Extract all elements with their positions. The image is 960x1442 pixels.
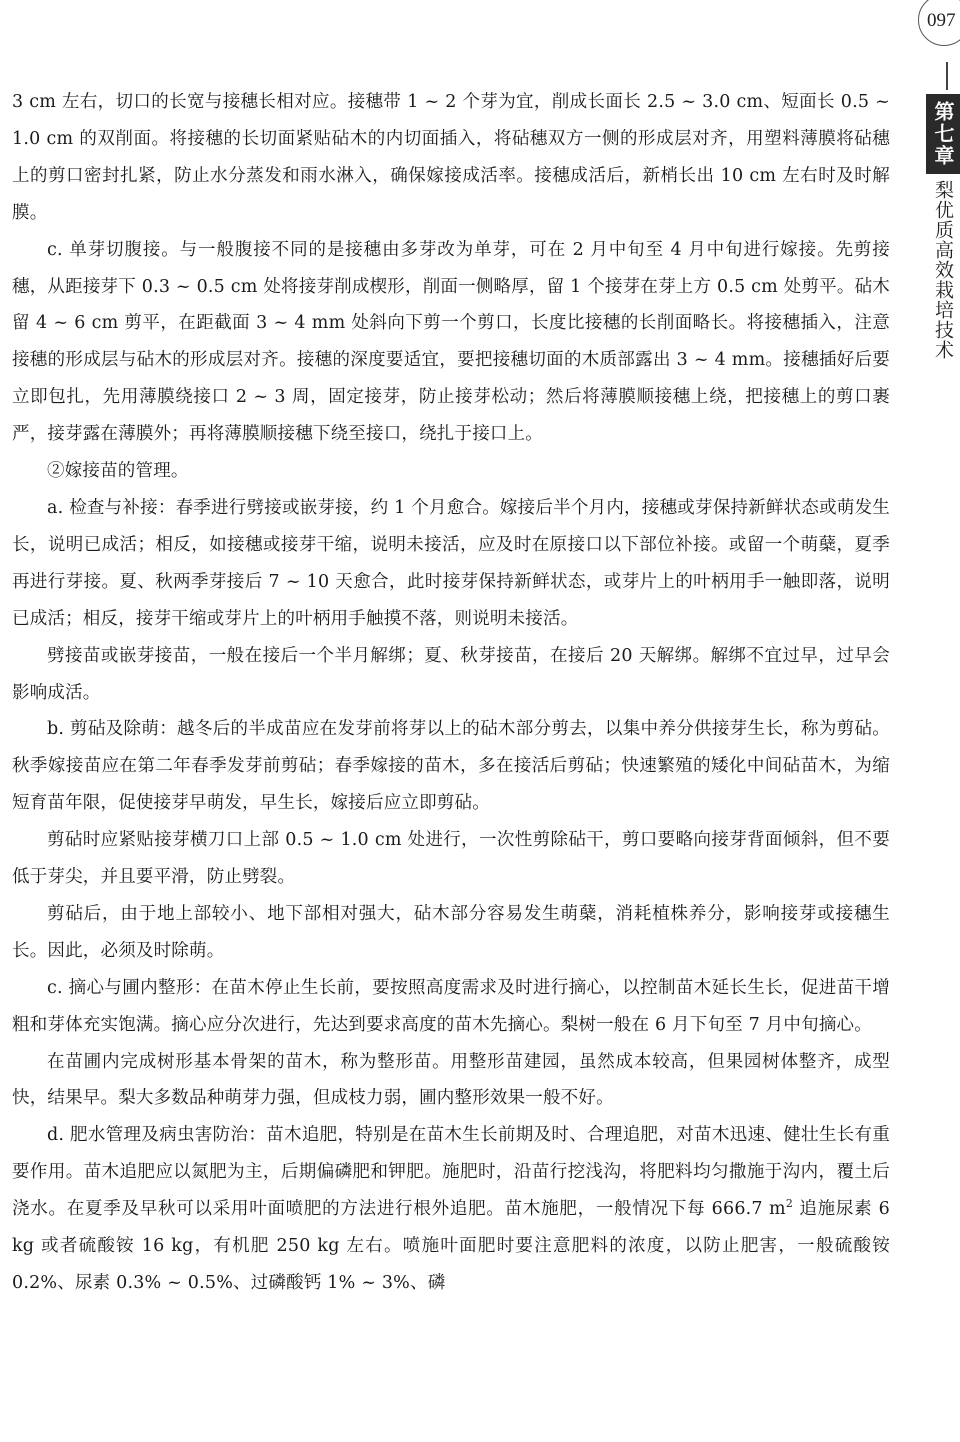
paragraph: 在苗圃内完成树形基本骨架的苗木，称为整形苗。用整形苗建园，虽然成本较高，但果园树体整齐，成型快，结果早。梨大多数品种萌芽力强，但成枝力弱，圃内整形效果一般不好。 [12,1051,890,1109]
paragraph-text: 追施尿素 6 kg 或者硫酸铵 16 kg，有机肥 250 kg 左右。喷施叶面肥时要注意肥料的浓度，以防止肥害，一般硫酸铵 0.2%、尿素 0.3% ~ 0.5%、过磷酸钙 1% ~ 3%、磷 [12,1199,890,1293]
page-number: 097 [927,10,956,31]
superscript: 2 [785,1197,794,1211]
chapter-title: 梨优质高效栽培技术 [932,180,954,360]
paragraph-last [12,1117,890,1302]
paragraph: c. 单芽切腹接。与一般腹接不同的是接穗由多芽改为单芽，可在 2 月中旬至 4 月中旬进行嫁接。先剪接穗，从距接芽下 0.3 ~ 0.5 cm 处将接芽削成楔形，削面一侧略厚，留 1 个接芽在芽上方 0.5 cm 处剪平。砧木留 4 ~ 6 cm 剪平，在距截面 3 ~ 4 mm 处斜向下剪一个剪口，长度比接穗的长削面略长。将接穗插入，注意接穗的形成层与砧木的形成层对齐。接穗的深度要适宜，要把接穗切面的木质部露出 3 ~ 4 mm。接穗插好后要立即包扎，先用薄膜绕接口 2 ~ 3 周，固定接芽，防止接芽松动；然后将薄膜顺接穗上绕，把接穗上的剪口裹严，接芽露在薄膜外；再将薄膜顺接穗下绕至接口，绕扎于接口上。 [12,239,890,445]
paragraph: c. 摘心与圃内整形：在苗木停止生长前，要按照高度需求及时进行摘心，以控制苗木延长生长，促进苗干增粗和芽体充实饱满。摘心应分次进行，先达到要求高度的苗木先摘心。梨树一般在 6 月下旬至 7 月中旬摘心。 [12,977,890,1035]
paragraph-text: d. 肥水管理及病虫害防治：苗木追肥，特别是在苗木生长前期及时、合理追肥，对苗木迅速、健壮生长有重要作用。苗木追肥应以氮肥为主，后期偏磷肥和钾肥。施肥时，沿苗行挖浅沟，将肥料均匀撒施于沟内，覆土后浇水。在夏季及早秋可以采用叶面喷肥的方法进行根外追肥。苗木施肥，一般情况下每 666.7 m [12,1125,890,1220]
paragraph: a. 检查与补接：春季进行劈接或嵌芽接，约 1 个月愈合。嫁接后半个月内，接穗或芽保持新鲜状态或萌发生长，说明已成活；相反，如接穗或接芽干缩，说明未接活，应及时在原接口以下部位补接。或留一个萌蘖，夏季再进行芽接。夏、秋两季芽接后 7 ~ 10 天愈合，此时接芽保持新鲜状态，或芽片上的叶柄用手一触即落，说明已成活；相反，接芽干缩或芽片上的叶柄用手触摸不落，则说明未接活。 [12,497,890,629]
paragraph: 剪砧后，由于地上部较小、地下部相对强大，砧木部分容易发生萌蘖，消耗植株养分，影响接芽或接穗生长。因此，必须及时除萌。 [12,903,890,961]
paragraph: 剪砧时应紧贴接芽横刀口上部 0.5 ~ 1.0 cm 处进行，一次性剪除砧干，剪口要略向接芽背面倾斜，但不要低于芽尖，并且要平滑，防止劈裂。 [12,830,890,888]
body-text [12,84,890,1302]
paragraph: b. 剪砧及除萌：越冬后的半成苗应在发芽前将芽以上的砧木部分剪去，以集中养分供接芽生长，称为剪砧。秋季嫁接苗应在第二年春季发芽前剪砧；春季嫁接的苗木，多在接活后剪砧；快速繁殖的矮化中间砧苗木，为缩短育苗年限，促使接芽早萌发，早生长，嫁接后应立即剪砧。 [12,719,890,814]
paragraph: 劈接苗或嵌芽接苗，一般在接后一个半月解绑；夏、秋芽接苗，在接后 20 天解绑。解绑不宜过早，过早会影响成活。 [12,645,890,703]
paragraph: ②嫁接苗的管理。 [47,461,189,482]
paragraph: 3 cm 左右，切口的长宽与接穗长相对应。接穗带 1 ~ 2 个芽为宜，削成长面长 2.5 ~ 3.0 cm、短面长 0.5 ~ 1.0 cm 的双削面。将接穗的长切面紧贴砧木的内切面插入，将砧穗双方一侧的形成层对齐，用塑料薄膜将砧穗上的剪口密封扎紧，防止水分蒸发和雨水淋入，确保嫁接成活率。接穗成活后，新梢长出 10 cm 左右时及时解膜。 [12,92,890,223]
chapter-label: 第七章 [926,94,960,174]
header-rule [946,62,948,90]
